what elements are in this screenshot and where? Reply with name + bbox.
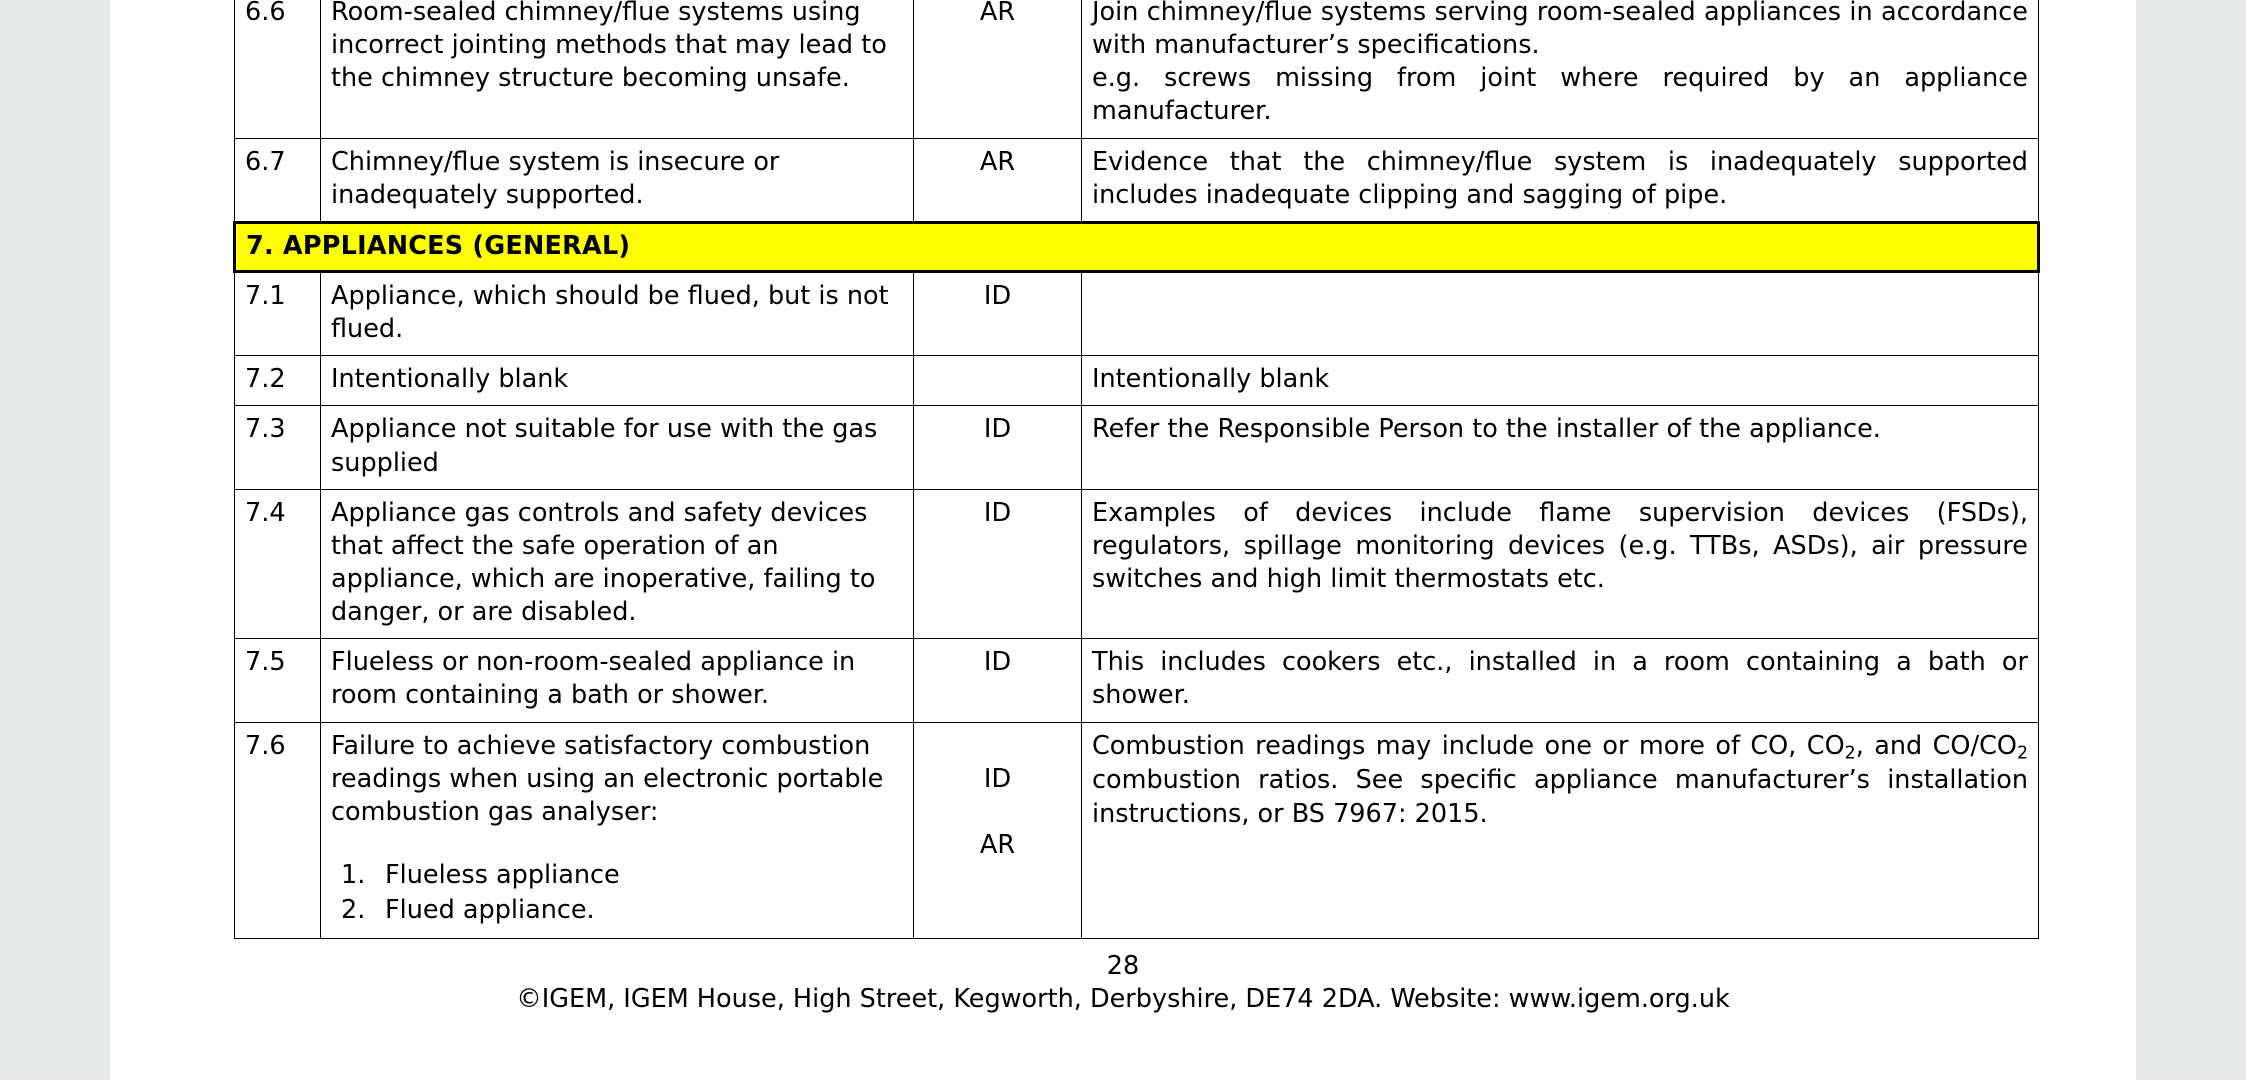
footer-credit: ©IGEM, IGEM House, High Street, Kegworth, Derbyshire, DE74 2DA. Website: www.igem.org.uk [516,984,1730,1015]
row-description-text: Failure to achieve satisfactory combustion readings when using an electronic portable combustion gas analyser: [331,730,884,827]
row-classification: ID [914,489,1082,639]
row-code: 7.6 [235,722,321,939]
row-classification-line-1: ID [983,763,1012,794]
row-notes [1082,0,2039,138]
row-description: Chimney/flue system is insecure or inadequately supported. [321,138,914,222]
list-item [341,894,903,927]
row-classification [914,356,1082,406]
row-description [321,722,914,939]
row-notes: Intentionally blank [1082,356,2039,406]
list-item-number: 1. [341,859,366,890]
page-content [110,0,2136,939]
table-row [235,489,2039,639]
page-number: 28 [1106,951,1140,981]
row-code: 7.1 [235,271,321,355]
row-notes-pre: Combustion readings may include one or more of CO, CO [1092,730,1845,761]
row-classification: AR [914,0,1082,138]
row-notes-line-1: Join chimney/flue systems serving room-sealed appliances in accordance with manufacturer’s specifications. [1092,0,2028,61]
row-notes-line-2: e.g. screws missing from joint where required by an appliance manufacturer. [1092,63,2028,127]
row-notes: This includes cookers etc., installed in a room containing a bath or shower. [1082,639,2039,722]
list-item-number: 2. [341,895,366,926]
row-description: Appliance gas controls and safety devices that affect the safe operation of an appliance, which are inoperative, failing to danger, or are disabled. [321,489,914,639]
row-code: 6.7 [235,138,321,222]
table-row [235,0,2039,138]
row-notes-subscript-1: 2 [1844,742,1856,763]
row-notes-mid: , and CO/CO [1855,730,2017,761]
row-notes-post: combustion ratios. See specific appliance manufacturer’s installation instructions, or BS 7967: 2015. [1092,765,2028,829]
row-sub-item-list [331,859,903,927]
document-page [110,0,2136,1080]
row-notes: Evidence that the chimney/flue system is inadequately supported includes inadequate clipping and sagging of pipe. [1082,138,2039,222]
row-code: 7.5 [235,639,321,722]
row-notes [1082,271,2039,355]
row-classification-line-2: AR [979,829,1016,860]
row-code: 7.4 [235,489,321,639]
list-item [341,859,903,892]
row-classification: ID [914,639,1082,722]
section-header-label: 7. APPLIANCES (GENERAL) [246,230,631,261]
row-classification: AR [914,138,1082,222]
row-code: 7.2 [235,356,321,406]
row-classification [914,722,1082,939]
list-item-label: Flueless appliance [385,859,620,890]
row-classification: ID [914,406,1082,489]
row-description: Flueless or non-room-sealed appliance in room containing a bath or shower. [321,639,914,722]
row-description: Intentionally blank [321,356,914,406]
table-row [235,138,2039,222]
table-row [235,271,2039,355]
page-footer [110,950,2136,1016]
row-classification: ID [914,271,1082,355]
row-description: Appliance, which should be flued, but is not flued. [321,271,914,355]
section-header-row [235,222,2039,271]
list-item-label: Flued appliance. [385,895,595,926]
table-row [235,639,2039,722]
section-header-title [235,222,2039,271]
row-description: Appliance not suitable for use with the gas supplied [321,406,914,489]
row-notes [1082,722,2039,939]
row-notes: Examples of devices include flame supervision devices (FSDs), regulators, spillage monitoring devices (e.g. TTBs, ASDs), air pressure switches and high limit thermostats etc. [1082,489,2039,639]
table-row [235,356,2039,406]
row-description: Room-sealed chimney/flue systems using incorrect jointing methods that may lead to the chimney structure becoming unsafe. [321,0,914,138]
row-notes: Refer the Responsible Person to the installer of the appliance. [1082,406,2039,489]
row-code: 7.3 [235,406,321,489]
row-code: 6.6 [235,0,321,138]
defect-classification-table [233,0,2040,939]
table-row [235,406,2039,489]
row-notes-subscript-2: 2 [2016,742,2029,763]
table-row [235,722,2039,939]
